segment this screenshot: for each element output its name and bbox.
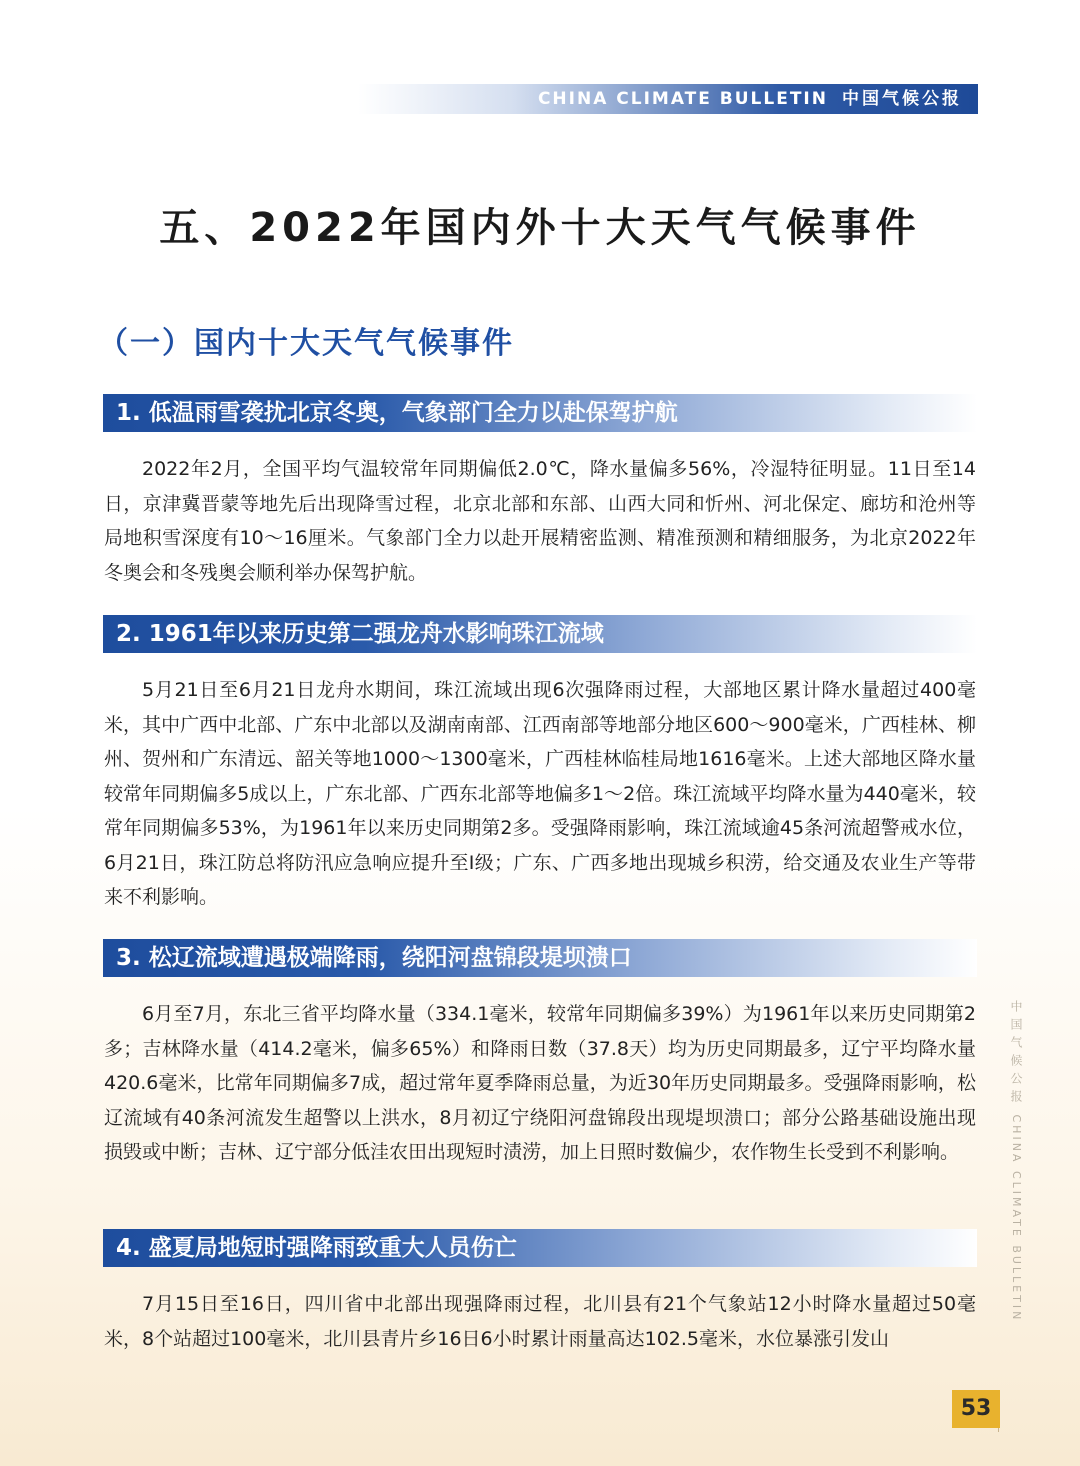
section-paragraph: 5月21日至6月21日龙舟水期间，珠江流域出现6次强降雨过程，大部地区累计降水量超过400毫米，其中广西中北部、广东中北部以及湖南南部、江西南部等地部分地区600～900毫米，广西桂林、柳州、贺州和广东清远、韶关等地1000～1300毫米，广西桂林临桂局地1616毫米。上述大部地区降水量较常年同期偏多5成以上，广东北部、广西东北部等地偏多1～2倍。珠江流域平均降水量为440毫米，较常年同期偏多53%，为1961年以来历史同期第2多。受强降雨影响，珠江流域逾45条河流超警戒水位，6月21日，珠江防总将防汛应急响应提升至Ⅰ级；广东、广西多地出现城乡积涝，给交通及农业生产等带来不利影响。	[104, 679, 976, 908]
header-band	[358, 84, 978, 114]
side-title-cn: 中国气候公报	[1009, 1000, 1023, 1108]
header-title-cn: 中国气候公报	[842, 89, 962, 109]
section-heading: 4. 盛夏局地短时强降雨致重大人员伤亡	[116, 1235, 517, 1261]
section-heading: 2. 1961年以来历史第二强龙舟水影响珠江流域	[116, 621, 604, 647]
section-paragraph: 6月至7月，东北三省平均降水量（334.1毫米，较常年同期偏多39%）为1961年以来历史同期第2多；吉林降水量（414.2毫米，偏多65%）和降雨日数（37.8天）均为历史同期最多，辽宁平均降水量420.6毫米，比常年同期偏多7成，超过常年夏季降雨总量，为近30年历史同期最多。受强降雨影响，松辽流域有40条河流发生超警以上洪水，8月初辽宁绕阳河盘锦段出现堤坝溃口；部分公路基础设施出现损毁或中断；吉林、辽宁部分低洼农田出现短时渍涝，加上日照时数偏少，农作物生长受到不利影响。	[104, 1003, 976, 1163]
section-paragraph: 7月15日至16日，四川省中北部出现强降雨过程，北川县有21个气象站12小时降水量超过50毫米，8个站超过100毫米，北川县青片乡16日6小时累计雨量高达102.5毫米，水位暴涨引发山	[104, 1293, 976, 1350]
section-heading-bar	[103, 1229, 977, 1267]
side-running-title	[1007, 1000, 1025, 1390]
section-heading-bar	[103, 939, 977, 977]
section-heading-bar	[103, 615, 977, 653]
header-title-en: CHINA CLIMATE BULLETIN	[537, 89, 828, 109]
section-heading: 3. 松辽流域遭遇极端降雨，绕阳河盘锦段堤坝溃口	[116, 945, 632, 971]
page-number: 53	[952, 1390, 1000, 1428]
section-heading-bar	[103, 394, 977, 432]
side-title-en: CHINA CLIMATE BULLETIN	[1010, 1114, 1023, 1323]
page-title: 五、2022年国内外十大天气气候事件	[159, 205, 921, 251]
header-title	[538, 84, 962, 114]
section-heading: 1. 低温雨雪袭扰北京冬奥，气象部门全力以赴保驾护航	[116, 400, 678, 426]
section-paragraph: 2022年2月，全国平均气温较常年同期偏低2.0℃，降水量偏多56%，冷湿特征明显。11日至14日，京津冀晋蒙等地先后出现降雪过程，北京北部和东部、山西大同和忻州、河北保定、廊坊和沧州等局地积雪深度有10～16厘米。气象部门全力以赴开展精密监测、精准预测和精细服务，为北京2022年冬奥会和冬残奥会顺利举办保驾护航。	[104, 458, 976, 584]
subsection-title: （一）国内十大天气气候事件	[98, 326, 514, 361]
